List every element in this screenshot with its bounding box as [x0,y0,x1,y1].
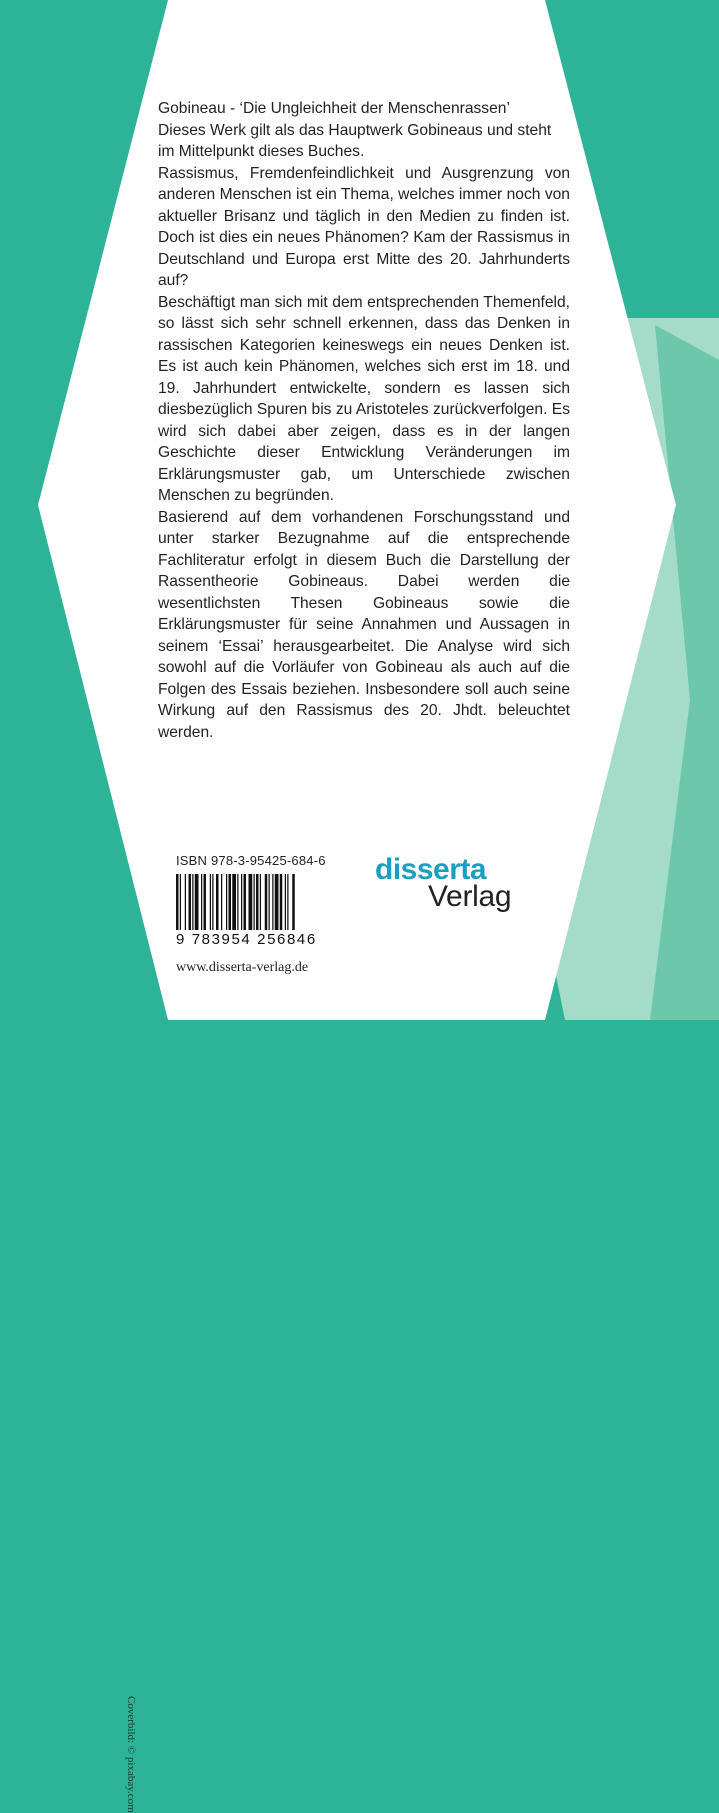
barcode-bar [204,874,207,930]
barcode-bar [260,874,261,930]
barcode-bar [249,874,253,930]
isbn-label: ISBN 978-3-95425-684-6 [176,853,326,868]
barcode-bar [285,874,286,930]
barcode-bar [176,874,179,930]
publisher-logo-verlag: Verlag [428,880,512,913]
barcode-bar [195,874,199,930]
blurb-text [158,98,570,743]
barcode-bar [180,874,181,930]
barcode-bar [280,874,283,930]
barcode-bar [192,874,193,930]
isbn-barcode [176,874,326,930]
blurb-paragraph-3: Basierend auf dem vorhandenen Forschungsstand und unter starker Bezugnahme auf die entsprechende Fachliteratur erfolgt in diesem Buch die Darstellung der Rassentheorie Gobineaus. Dabei werden die wesentlichsten Thesen Gobineaus sowie die Erklärungsmuster für seine Annahmen und Aussagen in seinem ‘Essai’ herausgearbeitet. Die Analyse wird sich sowohl auf die Vorläufer von Gobineau als auch auf die Folgen des Essais beziehen. Insbesondere soll auch seine Wirkung auf den Rassismus des 20. Jhdt. beleuchtet werden. [158,508,570,741]
cover-image-credit: Coverbild: © pixabay.com [125,1696,137,1813]
barcode-bar [201,874,202,930]
blurb-intro: Dieses Werk gilt als das Hauptwerk Gobineaus und steht im Mittelpunkt dieses Buches. [158,121,552,160]
barcode-digits: 9 783954 256846 [176,931,317,948]
barcode-bar [221,874,222,930]
barcode-bar [272,874,273,930]
barcode-bar [210,874,211,930]
blurb-paragraph-2: Beschäftigt man sich mit dem entsprechenden Themenfeld, so lässt sich sehr schnell erkennen, dass das Denken in rassischen Kategorien keineswegs ein neues Denken ist. Es ist auch kein Phänomen, welches sich erst im 18. und 19. Jahrhundert entwickelte, sondern es lassen sich diesbezüglich Spuren bis zu Aristoteles zurückverfolgen. Es wird sich dabei aber zeigen, dass es in der langen Geschichte dieser Entwicklung Veränderungen im Erklärungsmuster gab, um Unterschiede zwischen Menschen zu begründen. [158,293,570,504]
publisher-logo-disserta: disserta [375,853,487,886]
barcode-bar [185,874,186,930]
barcode-bar [237,874,238,930]
barcode-bar [265,874,268,930]
barcode-bar [212,874,213,930]
barcode-bar [256,874,259,930]
barcode-bar [244,874,247,930]
barcode-bar [189,874,192,930]
barcode-bar [275,874,279,930]
barcode-bar [229,874,232,930]
barcode-bar [269,874,270,930]
barcode-bar [226,874,227,930]
barcode-bar [287,874,288,930]
blurb-title-line: Gobineau - ‘Die Ungleichheit der Menschenrassen’ [158,100,510,117]
barcode-bar [254,874,255,930]
barcode-bar [241,874,242,930]
cover-credit-wrapper [74,848,137,1813]
barcode-bar [292,874,295,930]
blurb-paragraph-1: Rassismus, Fremdenfeindlichkeit und Ausgrenzung von anderen Menschen ist ein Thema, welches immer noch von aktueller Brisanz und täglich in den Medien zu finden ist. Doch ist dies ein neues Phänomen? Kam der Rassismus in Deutschland und Europa erst Mitte des 20. Jahrhunderts auf? [158,164,570,289]
barcode-bar [216,874,219,930]
barcode-bar [232,874,236,930]
publisher-url: www.disserta-verlag.de [176,960,309,975]
